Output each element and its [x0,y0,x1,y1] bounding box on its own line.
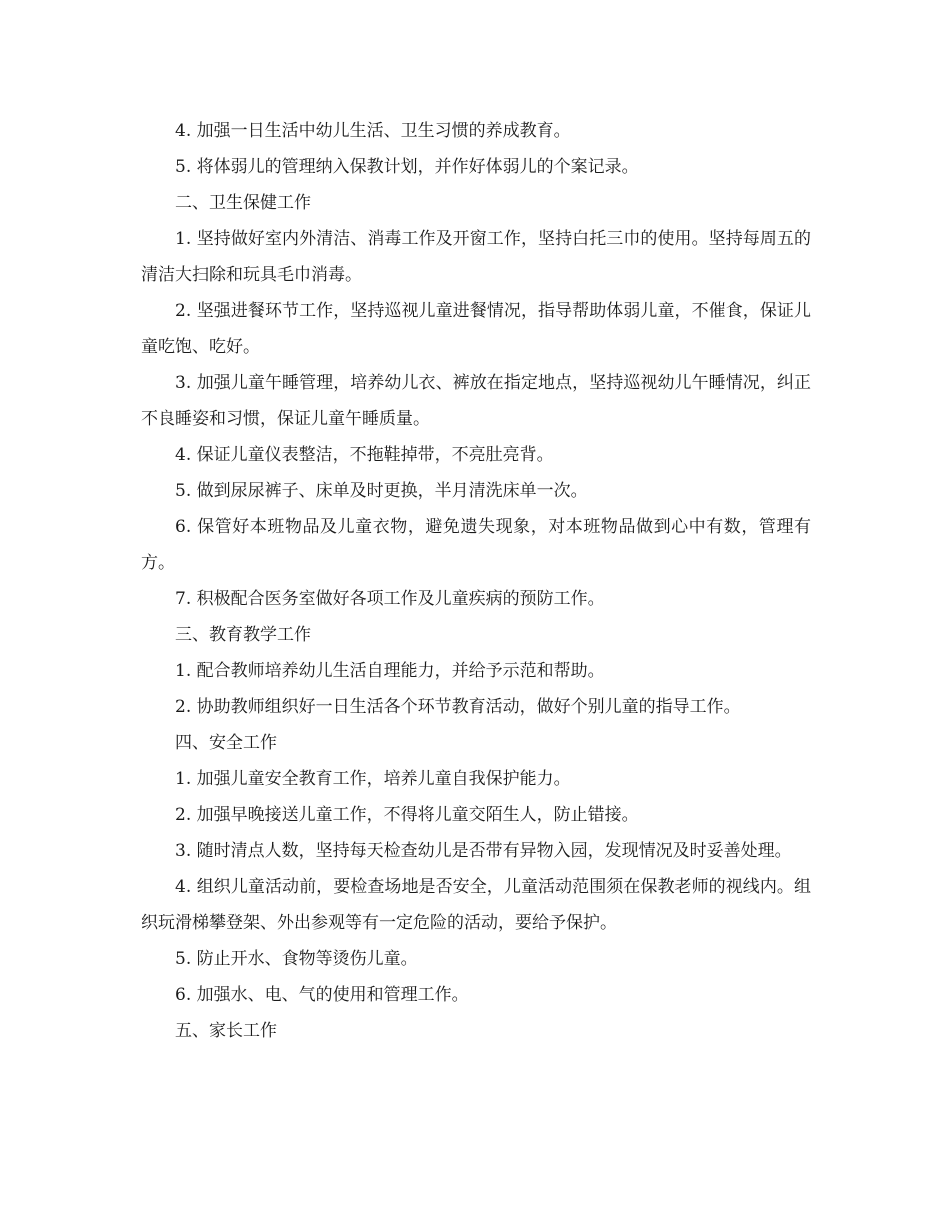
section-heading-education: 三、教育教学工作 [175,625,311,645]
paragraph-hygiene-habits: 4. 加强一日生活中幼儿生活、卫生习惯的养成教育。 [175,121,571,141]
paragraph-activity-safety: 4. 组织儿童活动前，要检查场地是否安全，儿童活动范围须在保教老师的视线内。组织玩滑梯攀登架、外出参观等有一定危险的活动，要给予保护。 [141,877,811,933]
paragraph-self-care: 1. 配合教师培养幼儿生活自理能力，并给予示范和帮助。 [175,661,605,681]
paragraph-belongings: 6. 保管好本班物品及儿童衣物，避免遗失现象，对本班物品做到心中有数，管理有方。 [141,517,811,573]
paragraph-headcount: 3. 随时清点人数，坚持每天检查幼儿是否带有异物入园，发现情况及时妥善处理。 [175,841,792,861]
document-body [141,113,811,1049]
section-heading-parents: 五、家长工作 [175,1021,277,1041]
paragraph-pickup-dropoff: 2. 加强早晚接送儿童工作，不得将儿童交陌生人，防止错接。 [175,805,639,825]
paragraph-nap-management: 3. 加强儿童午睡管理，培养幼儿衣、裤放在指定地点，坚持巡视幼儿午睡情况，纠正不良睡姿和习惯，保证儿童午睡质量。 [141,373,811,429]
paragraph-weak-children-plan: 5. 将体弱儿的管理纳入保教计划，并作好体弱儿的个案记录。 [175,157,639,177]
section-heading-safety: 四、安全工作 [175,733,277,753]
paragraph-meal-time: 2. 坚强进餐环节工作，坚持巡视儿童进餐情况，指导帮助体弱儿童，不催食，保证儿童吃饱、吃好。 [141,301,811,357]
paragraph-cleaning-disinfection: 1. 坚持做好室内外清洁、消毒工作及开窗工作，坚持白托三巾的使用。坚持每周五的清洁大扫除和玩具毛巾消毒。 [141,229,811,285]
paragraph-burn-prevention: 5. 防止开水、食物等烫伤儿童。 [175,949,418,969]
paragraph-utilities: 6. 加强水、电、气的使用和管理工作。 [175,985,469,1005]
paragraph-bedding-change: 5. 做到尿尿裤子、床单及时更换，半月清洗床单一次。 [175,481,588,501]
paragraph-daily-activities: 2. 协助教师组织好一日生活各个环节教育活动，做好个别儿童的指导工作。 [175,697,741,717]
paragraph-safety-education: 1. 加强儿童安全教育工作，培养儿童自我保护能力。 [175,769,571,789]
paragraph-appearance: 4. 保证儿童仪表整洁，不拖鞋掉带，不亮肚亮背。 [175,445,554,465]
section-heading-health-care: 二、卫生保健工作 [175,193,311,213]
paragraph-clinic-cooperation: 7. 积极配合医务室做好各项工作及儿童疾病的预防工作。 [175,589,605,609]
